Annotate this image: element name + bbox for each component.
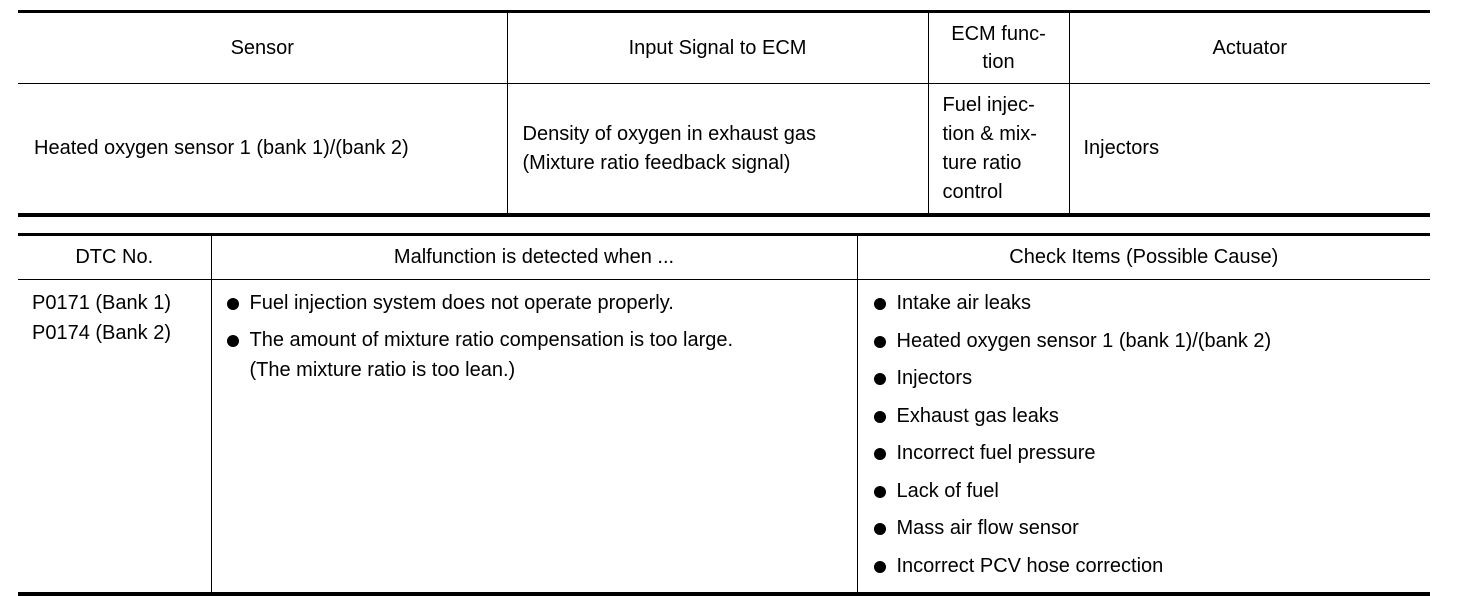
check-item-label: Incorrect fuel pressure [896,442,1096,464]
check-item-label: Exhaust gas leaks [896,404,1059,427]
check-item-label: Injectors [896,367,973,389]
check-item [873,401,1431,431]
cell-ecm-function-line: ture ratio [942,151,1022,174]
cell-input-signal-line2: (Mixture ratio feedback signal) [522,151,791,174]
bullet-icon [874,411,886,423]
cell-ecm-function [928,84,1069,216]
cell-ecm-function-line: control [942,180,1003,203]
bullet-icon [874,486,886,498]
cell-ecm-function-line: Fuel injec- [942,93,1035,116]
cell-input-signal-line1: Density of oxygen in exhaust gas [522,122,817,145]
header-malfunction: Malfunction is detected when ... [211,235,857,280]
cell-malfunction [211,280,857,595]
sensor-table-row [18,84,1430,216]
header-dtc-no: DTC No. [18,235,211,280]
malfunction-item [226,325,857,385]
check-item [873,551,1431,581]
cell-sensor: Heated oxygen sensor 1 (bank 1)/(bank 2) [18,84,507,216]
check-item-label: Incorrect PCV hose correction [896,554,1164,577]
bullet-icon [874,561,886,573]
header-ecm-function-line1: ECM func- [951,23,1046,45]
check-item-label: Lack of fuel [896,479,999,502]
bullet-icon [227,298,239,310]
header-ecm-function-line2: tion [982,51,1015,73]
check-items-list [873,288,1431,581]
malfunction-item [226,288,857,318]
sensor-table [18,10,1430,217]
header-sensor: Sensor [18,12,507,84]
malfunction-item-line: The amount of mixture ratio compensation is too large. [249,329,734,351]
dtc-table-row [18,280,1430,595]
check-item-label: Intake air leaks [896,292,1032,314]
cell-actuator: Injectors [1083,137,1160,159]
header-input-signal: Input Signal to ECM [507,12,928,84]
sensor-table-header-row [18,12,1430,84]
check-item [873,326,1431,356]
check-item [873,513,1431,543]
cell-check-items [857,280,1430,595]
check-item-label: Heated oxygen sensor 1 (bank 1)/(bank 2) [896,329,1272,352]
header-actuator: Actuator [1069,12,1430,84]
cell-dtc-codes [18,280,211,595]
bullet-icon [874,298,886,310]
malfunction-item-line: (The mixture ratio is too lean.) [249,359,516,381]
header-check-items: Check Items (Possible Cause) [857,235,1430,280]
dtc-code: P0174 (Bank 2) [32,322,171,344]
cell-ecm-function-line: tion & mix- [942,122,1037,145]
bullet-icon [874,523,886,535]
bullet-icon [227,335,239,347]
check-item [873,438,1431,468]
malfunction-item-line: Fuel injection system does not operate properly. [249,292,674,314]
check-item [873,288,1431,318]
bullet-icon [874,373,886,385]
malfunction-list [226,288,857,385]
bullet-icon [874,336,886,348]
dtc-table-header-row [18,235,1430,280]
dtc-table [18,233,1430,596]
header-ecm-function [928,12,1069,84]
check-item [873,363,1431,393]
cell-input-signal [507,84,928,216]
bullet-icon [874,448,886,460]
dtc-code: P0171 (Bank 1) [32,292,171,314]
check-item-label: Mass air flow sensor [896,517,1079,539]
check-item [873,476,1431,506]
